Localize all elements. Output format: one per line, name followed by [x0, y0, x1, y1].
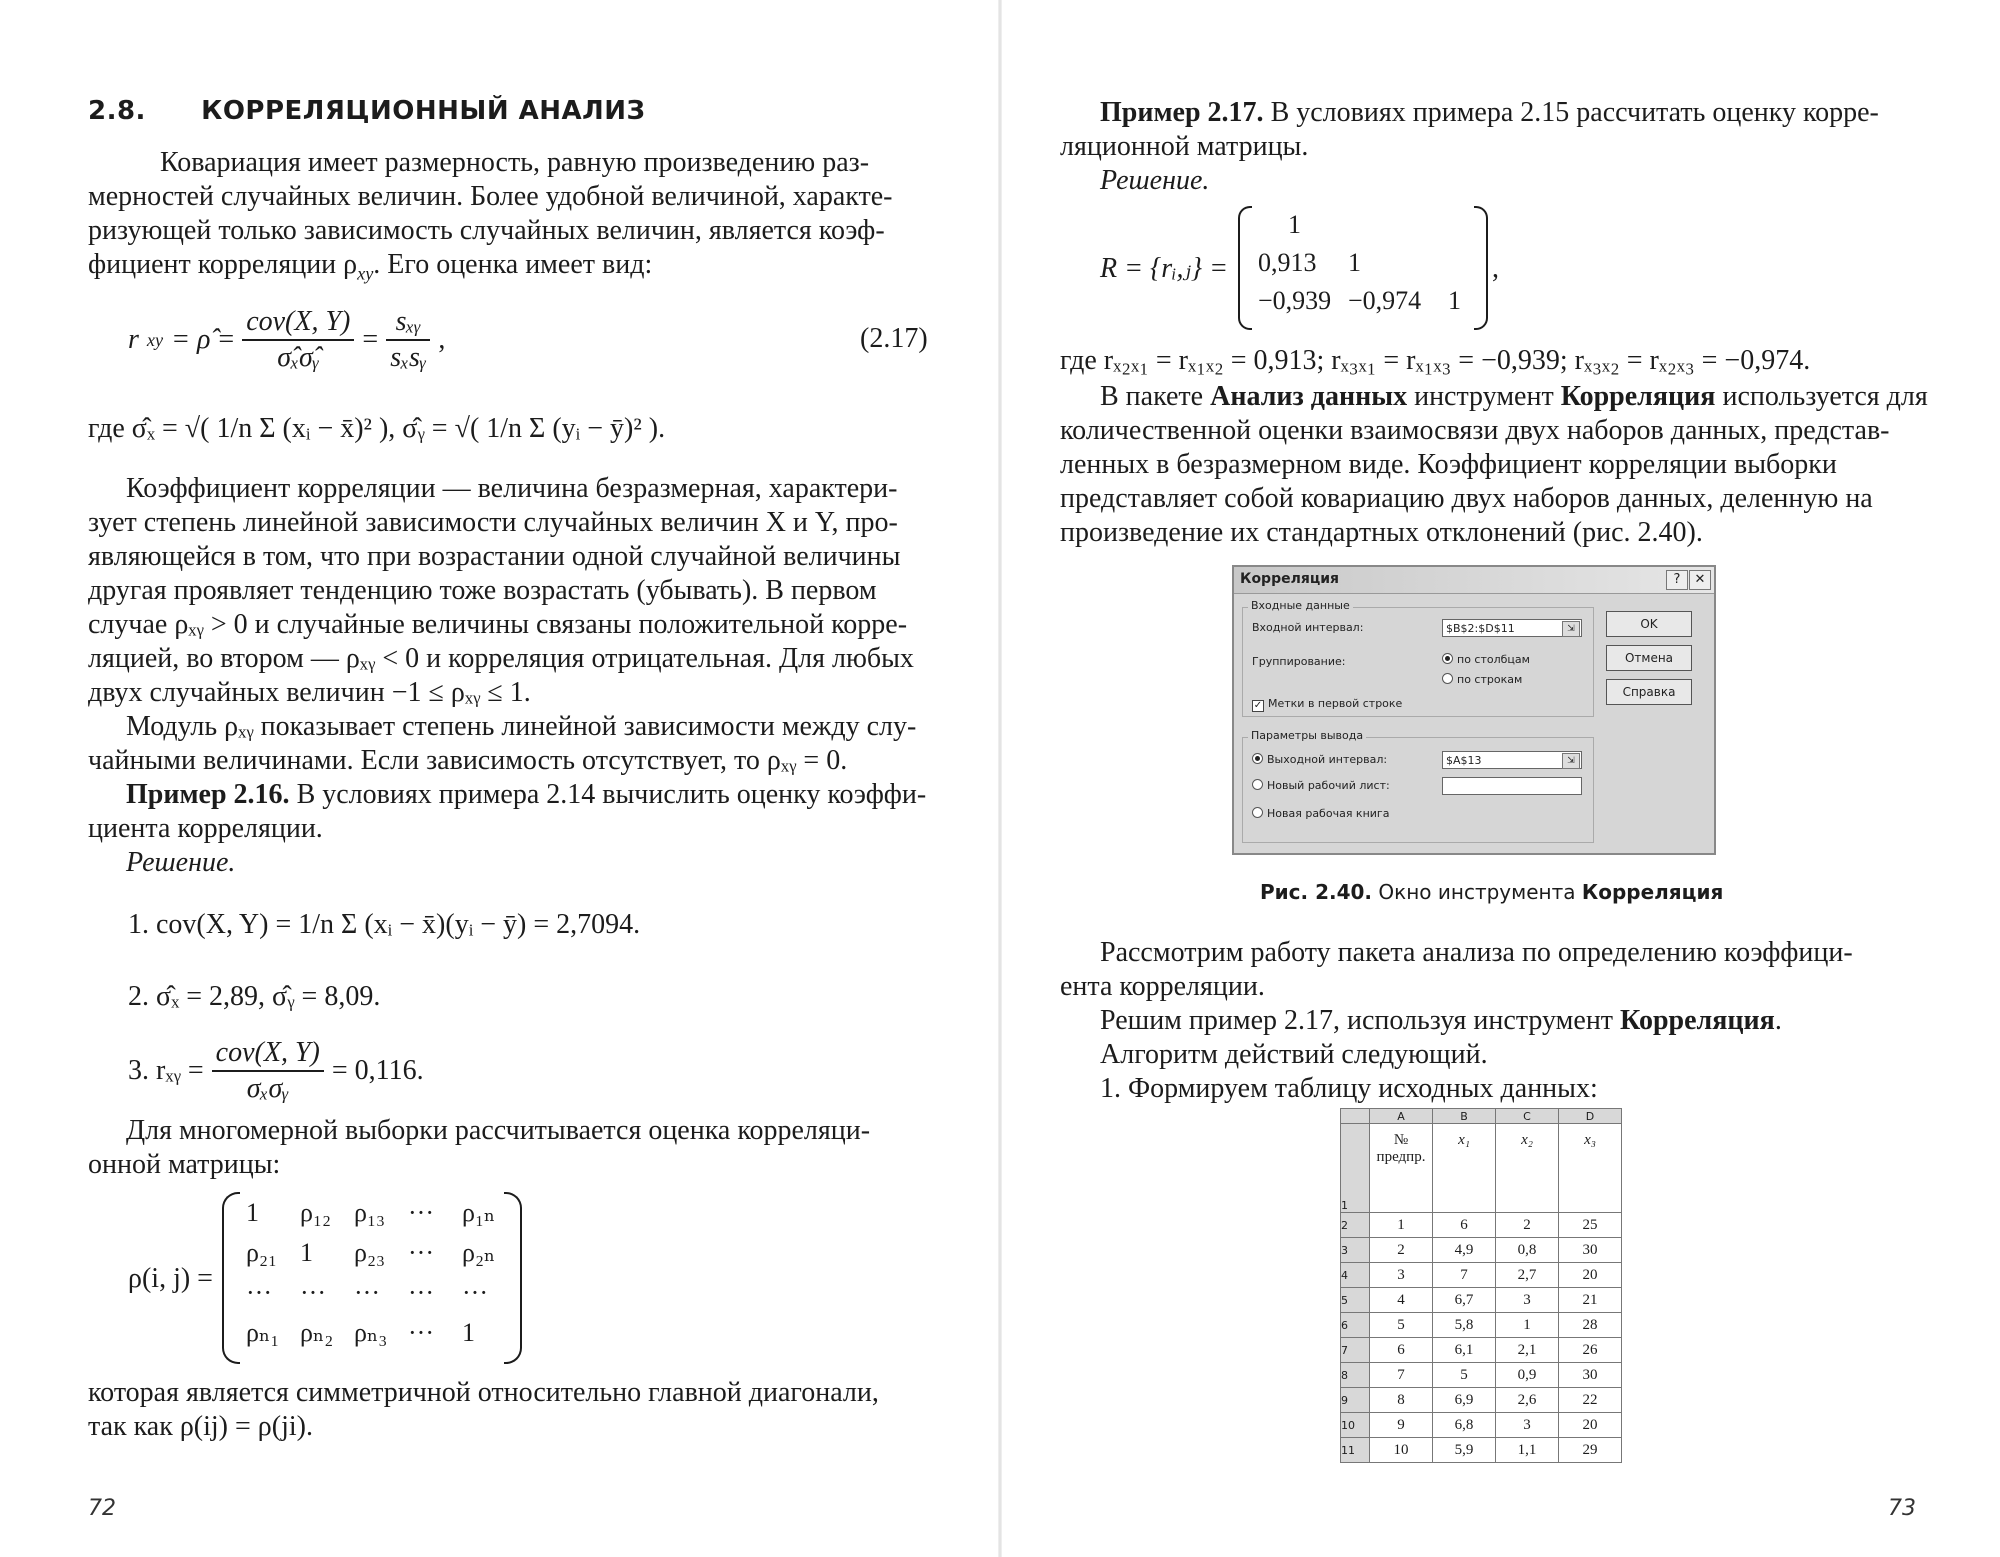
paragraph-multivariate: [88, 1114, 930, 1182]
step3-result: = 0,116.: [331, 1055, 424, 1086]
where-line: где rₓ₂ₓ₁ = rₓ₁ₓ₂ = 0,913; rₓ₃ₓ₁ = rₓ₁ₓ₃ = −0,939; rₓ₃ₓ₂ = rₓ₂ₓ₃ = −0,974.: [1060, 345, 1811, 376]
header-cell[interactable]: x₁: [1433, 1124, 1496, 1213]
example-text: В условиях примера 2.14 вычислить оценку коэффи-: [289, 779, 927, 810]
text-line: которая является симметричной относительно главной диагонали,: [88, 1377, 879, 1408]
solution-label: Решение.: [126, 847, 236, 878]
table-cell[interactable]: 6,9: [1433, 1388, 1496, 1413]
text-line: ляционной матрицы.: [1060, 131, 1309, 162]
example-2-16: [88, 778, 930, 880]
eq-r-sub: xy: [146, 330, 164, 350]
left-paren: [222, 1192, 240, 1364]
rho-matrix-cell: ρ₂ₙ: [462, 1238, 496, 1267]
table-row: [1341, 1313, 1622, 1338]
text-line: Алгоритм действий следующий.: [1100, 1039, 1488, 1070]
row-number[interactable]: 2: [1341, 1213, 1370, 1238]
input-range-label: Входной интервал:: [1252, 621, 1364, 634]
table-cell[interactable]: 2,7: [1496, 1263, 1559, 1288]
R-matrix-cell: −0,974: [1348, 286, 1422, 315]
output-range-value: $A$13: [1446, 754, 1482, 767]
output-range-field[interactable]: [1442, 751, 1582, 769]
rho-matrix-cell: ···: [462, 1278, 488, 1307]
grouping-label: Группирование:: [1252, 655, 1346, 668]
equation-2-17: r xy = ρ̂ = $\frac{\text{cov(X, Y)}}{\text{σ̂ₓσ̂ᵧ}}$ = $\frac{\text{sₓᵧ}}{\text{sₓsᵧ}}$ ,: [128, 306, 446, 373]
rho-matrix-cell: ···: [408, 1238, 434, 1267]
cancel-button[interactable]: Отмена: [1606, 645, 1692, 671]
step-2: 2. σ̂ₓ = 2,89, σ̂ᵧ = 8,09.: [128, 981, 381, 1012]
dialog-title: Корреляция: [1240, 571, 1340, 587]
sigma-definition: где σ̂ₓ = √( 1/n Σ (xᵢ − x̄)² ), σ̂ᵧ = √( 1/n Σ (yᵢ − ȳ)² ).: [88, 413, 666, 444]
text-line: чайными величинами. Если зависимость отсутствует, то ρₓᵧ = 0.: [88, 745, 848, 776]
radio-output-range[interactable]: Выходной интервал:: [1252, 753, 1387, 766]
text-line: ризующей только зависимость случайных величин, является коэф-: [88, 215, 885, 246]
row-number[interactable]: 11: [1341, 1438, 1370, 1463]
table-row: [1341, 1238, 1622, 1263]
header-cell[interactable]: x₃: [1559, 1124, 1622, 1213]
table-cell[interactable]: 2,6: [1496, 1388, 1559, 1413]
input-range-value: $B$2:$D$11: [1446, 622, 1515, 635]
corner-cell: [1341, 1109, 1370, 1124]
row-number[interactable]: 3: [1341, 1238, 1370, 1263]
rho-lhs: ρ(i, j) =: [128, 1263, 213, 1294]
row-number[interactable]: 8: [1341, 1363, 1370, 1388]
rho-matrix-cell: ···: [354, 1278, 380, 1307]
R-matrix: [1238, 206, 1488, 330]
R-matrix-cell: −0,939: [1258, 286, 1332, 315]
rho-matrix-cell: ···: [408, 1318, 434, 1347]
table-cell[interactable]: 20: [1559, 1413, 1622, 1438]
header-row: [1341, 1124, 1622, 1213]
ok-button[interactable]: OK: [1606, 611, 1692, 637]
page-number: 73: [1888, 1496, 1916, 1521]
text-line: мерностей случайных величин. Более удобной величиной, характе-: [88, 181, 893, 212]
table-cell[interactable]: 20: [1559, 1263, 1622, 1288]
table-cell[interactable]: 29: [1559, 1438, 1622, 1463]
equation-number: (2.17): [860, 323, 928, 354]
sheet-body: [1341, 1213, 1622, 1463]
radio-off-icon: [1252, 807, 1263, 818]
eq-frac-cov: $\frac{\text{cov(X, Y)}}{\text{σ̂ₓσ̂ᵧ}}$: [242, 305, 354, 375]
R-matrix-cell: 1: [1448, 286, 1461, 315]
text-line: количественной оценки взаимосвязи двух наборов данных, представ-: [1060, 415, 1890, 446]
rho-matrix-cell: ···: [408, 1198, 434, 1227]
input-range-field[interactable]: [1442, 619, 1582, 637]
table-cell[interactable]: 7: [1433, 1263, 1496, 1288]
table-cell[interactable]: 30: [1559, 1363, 1622, 1388]
column-header[interactable]: B: [1433, 1109, 1496, 1124]
paragraph-analysis-package: В пакете Анализ данных инструмент Корреляция используется для количественной оценки взаимосвязи двух наборов данных, представ- ленных в безразмерном виде. Коэффициент корреляции выборки представляет собой ковариацию двух наборов данных, деленную на произведение их стандартных отклонений (рис. 2.40).: [1060, 380, 1940, 550]
text-line: Для многомерной выборки рассчитывается оценка корреляци-: [126, 1115, 871, 1146]
rho-matrix-cell: ···: [300, 1278, 326, 1307]
radio-rows[interactable]: по строкам: [1442, 673, 1522, 686]
eq-frac-s: $\frac{\text{sₓᵧ}}{\text{sₓsᵧ}}$: [386, 305, 430, 375]
row-number[interactable]: 9: [1341, 1388, 1370, 1413]
right-paren: [504, 1192, 522, 1364]
table-cell[interactable]: 4,9: [1433, 1238, 1496, 1263]
table-cell[interactable]: 21: [1559, 1288, 1622, 1313]
section-heading: [88, 96, 646, 126]
table-cell[interactable]: 28: [1559, 1313, 1622, 1338]
table-cell[interactable]: 3: [1496, 1413, 1559, 1438]
table-cell[interactable]: 5: [1433, 1363, 1496, 1388]
caption-text: Окно инструмента: [1372, 880, 1582, 904]
table-cell[interactable]: 30: [1559, 1238, 1622, 1263]
radio-on-icon: [1252, 753, 1263, 764]
bold-analysis-data: Анализ данных: [1210, 381, 1408, 412]
text-line: представляет собой ковариацию двух наборов данных, деленную на: [1060, 483, 1873, 514]
text-line: так как ρ(ij) = ρ(ji).: [88, 1411, 313, 1442]
text-line: двух случайных величин −1 ≤ ρₓᵧ ≤ 1.: [88, 677, 531, 708]
radio-off-icon: [1442, 673, 1453, 684]
text-line: Коэффициент корреляции — величина безразмерная, характери-: [126, 473, 898, 504]
row-number[interactable]: 5: [1341, 1288, 1370, 1313]
dialog-titlebar: [1234, 567, 1714, 594]
text-line: ляцией, во втором — ρₓᵧ < 0 и корреляция отрицательная. Для любых: [88, 643, 914, 674]
text-line: случае ρₓᵧ > 0 и случайные величины связаны положительной корре-: [88, 609, 908, 640]
table-cell[interactable]: 6: [1370, 1338, 1433, 1363]
figure-caption: [1260, 880, 1723, 904]
column-header[interactable]: A: [1370, 1109, 1433, 1124]
radio-on-icon: [1442, 653, 1453, 664]
text-line: являющейся в том, что при возрастании одной случайной величины: [88, 541, 901, 572]
table-cell[interactable]: 2: [1496, 1213, 1559, 1238]
rho-matrix-cell: 1: [246, 1198, 259, 1227]
bold-correlation: Корреляция: [1560, 381, 1716, 412]
solution-label: Решение.: [1100, 165, 1210, 196]
column-header-row: [1341, 1109, 1622, 1124]
paragraph-covariance: [88, 146, 930, 291]
header-cell[interactable]: № предпр.: [1370, 1124, 1433, 1213]
table-cell[interactable]: 10: [1370, 1438, 1433, 1463]
range-picker-icon[interactable]: ⇲: [1562, 753, 1580, 769]
row-number[interactable]: 4: [1341, 1263, 1370, 1288]
R-matrix-cell: 0,913: [1258, 248, 1317, 277]
radio-columns[interactable]: по столбцам: [1442, 653, 1530, 666]
table-cell[interactable]: 25: [1559, 1213, 1622, 1238]
table-cell[interactable]: 3: [1370, 1263, 1433, 1288]
paragraph-consider: Рассмотрим работу пакета анализа по определению коэффици- ента корреляции. Решим пример 2.17, используя инструмент Корреляция. Алгоритм действий следующий. 1. Формируем таблицу исходных данных:: [1100, 936, 1940, 1106]
table-cell[interactable]: 1,1: [1496, 1438, 1559, 1463]
right-paren: [1474, 206, 1488, 330]
table-cell[interactable]: 9: [1370, 1413, 1433, 1438]
text-line: зует степень линейной зависимости случайных величин X и Y, про-: [88, 507, 898, 538]
text-line: онной матрицы:: [88, 1149, 281, 1180]
text-line: циента корреляции.: [88, 813, 323, 844]
example-2-17: [1060, 96, 1920, 198]
output-group-title: Параметры вывода: [1248, 729, 1366, 742]
table-cell[interactable]: 7: [1370, 1363, 1433, 1388]
text-line: ленных в безразмерном виде. Коэффициент корреляции выборки: [1060, 449, 1837, 480]
step-1: 1. cov(X, Y) = 1/n Σ (xᵢ − x̄)(yᵢ − ȳ) = 2,7094.: [128, 909, 641, 940]
section-title: КОРРЕЛЯЦИОННЫЙ АНАЛИЗ: [201, 96, 646, 126]
table-cell[interactable]: 0,8: [1496, 1238, 1559, 1263]
rho-matrix-cell: 1: [300, 1238, 313, 1267]
table-row: [1341, 1438, 1622, 1463]
text-line: другая проявляет тенденцию тоже возрастать (убывать). В первом: [88, 575, 877, 606]
table-row: [1341, 1288, 1622, 1313]
table-cell[interactable]: 8: [1370, 1388, 1433, 1413]
rho-matrix-cell: ρ₁₃: [354, 1198, 386, 1227]
caption-bold: Корреляция: [1581, 880, 1724, 904]
table-cell[interactable]: 6: [1433, 1213, 1496, 1238]
example-text: В условиях примера 2.15 рассчитать оценку корре-: [1263, 97, 1879, 128]
table-row: [1341, 1338, 1622, 1363]
source-data-sheet: [1340, 1108, 1622, 1463]
table-row: [1341, 1388, 1622, 1413]
rho-matrix-cell: ρ₂₃: [354, 1238, 386, 1267]
table-cell[interactable]: 1: [1496, 1313, 1559, 1338]
page-number: 72: [88, 1496, 116, 1521]
table-cell[interactable]: 2,1: [1496, 1338, 1559, 1363]
step-3: [128, 1036, 424, 1106]
table-cell[interactable]: 2: [1370, 1238, 1433, 1263]
row-number[interactable]: 10: [1341, 1413, 1370, 1438]
help-button[interactable]: Справка: [1606, 679, 1692, 705]
table-cell[interactable]: 22: [1559, 1388, 1622, 1413]
table-row: [1341, 1363, 1622, 1388]
text-line: ента корреляции.: [1060, 971, 1265, 1002]
close-icon[interactable]: ✕: [1689, 570, 1711, 590]
labels-checkbox[interactable]: ✓ Метки в первой строке: [1253, 697, 1403, 711]
new-sheet-field[interactable]: [1442, 777, 1582, 795]
R-comma: ,: [1492, 253, 1499, 284]
text-line: Рассмотрим работу пакета анализа по определению коэффици-: [1100, 937, 1853, 968]
table-row: [1341, 1263, 1622, 1288]
table-cell[interactable]: 6,7: [1433, 1288, 1496, 1313]
table-cell[interactable]: 4: [1370, 1288, 1433, 1313]
range-picker-icon[interactable]: ⇲: [1562, 621, 1580, 637]
rho-matrix-cell: ρₙ₃: [354, 1318, 388, 1347]
column-header[interactable]: D: [1559, 1109, 1622, 1124]
R-matrix-cell: 1: [1288, 210, 1301, 239]
paragraph-symmetric: [88, 1376, 930, 1444]
eq-r: r: [128, 324, 139, 355]
row-number[interactable]: 7: [1341, 1338, 1370, 1363]
rho-matrix-cell: ···: [408, 1278, 434, 1307]
rho-matrix-cell: ρ₁ₙ: [462, 1198, 496, 1227]
table-cell[interactable]: 6,8: [1433, 1413, 1496, 1438]
rho-matrix: [222, 1192, 522, 1364]
example-label: Пример 2.17.: [1100, 97, 1264, 128]
column-header[interactable]: C: [1496, 1109, 1559, 1124]
table-cell[interactable]: 5: [1370, 1313, 1433, 1338]
help-icon[interactable]: ?: [1666, 570, 1688, 590]
rho-matrix-cell: 1: [462, 1318, 475, 1347]
text-line: 1. Формируем таблицу исходных данных:: [1100, 1073, 1598, 1104]
row-number[interactable]: 1: [1341, 1124, 1370, 1213]
table-cell[interactable]: 0,9: [1496, 1363, 1559, 1388]
bold-correlation-2: Корреляция: [1620, 1005, 1775, 1036]
text-line: произведение их стандартных отклонений (рис. 2.40).: [1060, 517, 1703, 548]
paragraph-modulus: [88, 710, 930, 778]
table-cell[interactable]: 26: [1559, 1338, 1622, 1363]
R-lhs: R = {rᵢ,ⱼ} =: [1100, 253, 1229, 284]
R-matrix-cell: 1: [1348, 248, 1361, 277]
radio-new-sheet[interactable]: Новый рабочий лист:: [1252, 779, 1390, 792]
text-line: Ковариация имеет размерность, равную произведению раз-: [160, 147, 870, 178]
correlation-dialog: [1232, 565, 1716, 855]
section-number: 2.8.: [88, 96, 146, 126]
text-line: фициент корреляции $\rho_{xy}$. Его оценка имеет вид:: [88, 249, 653, 284]
step3-fraction: $\frac{\text{cov(X, Y)}}{\text{σₓσᵧ}}$: [212, 1036, 324, 1106]
rho-matrix-cell: ···: [246, 1278, 272, 1307]
table-cell[interactable]: 6,1: [1433, 1338, 1496, 1363]
rho-matrix-cell: ρ₁₂: [300, 1198, 332, 1227]
example-label: Пример 2.16.: [126, 779, 290, 810]
input-group-title: Входные данные: [1248, 599, 1353, 612]
left-paren: [1238, 206, 1252, 330]
table-cell[interactable]: 1: [1370, 1213, 1433, 1238]
row-number[interactable]: 6: [1341, 1313, 1370, 1338]
rho-matrix-cell: ρₙ₂: [300, 1318, 334, 1347]
eq-rho-hat: = ρ̂: [171, 324, 211, 355]
step3-prefix: 3. rₓᵧ =: [128, 1055, 204, 1086]
table-cell[interactable]: 5,9: [1433, 1438, 1496, 1463]
radio-new-book[interactable]: Новая рабочая книга: [1252, 807, 1389, 820]
rho-matrix-cell: ρ₂₁: [246, 1238, 278, 1267]
text-line: Модуль ρₓᵧ показывает степень линейной зависимости между слу-: [126, 711, 917, 742]
checkmark-icon: ✓: [1253, 700, 1263, 711]
rho-matrix-cell: ρₙ₁: [246, 1318, 280, 1347]
radio-off-icon: [1252, 779, 1263, 790]
table-row: [1341, 1413, 1622, 1438]
table-row: [1341, 1213, 1622, 1238]
table-cell[interactable]: 5,8: [1433, 1313, 1496, 1338]
caption-label: Рис. 2.40.: [1260, 880, 1373, 904]
header-cell[interactable]: x₂: [1496, 1124, 1559, 1213]
paragraph-correlation: [88, 472, 930, 710]
table-cell[interactable]: 3: [1496, 1288, 1559, 1313]
